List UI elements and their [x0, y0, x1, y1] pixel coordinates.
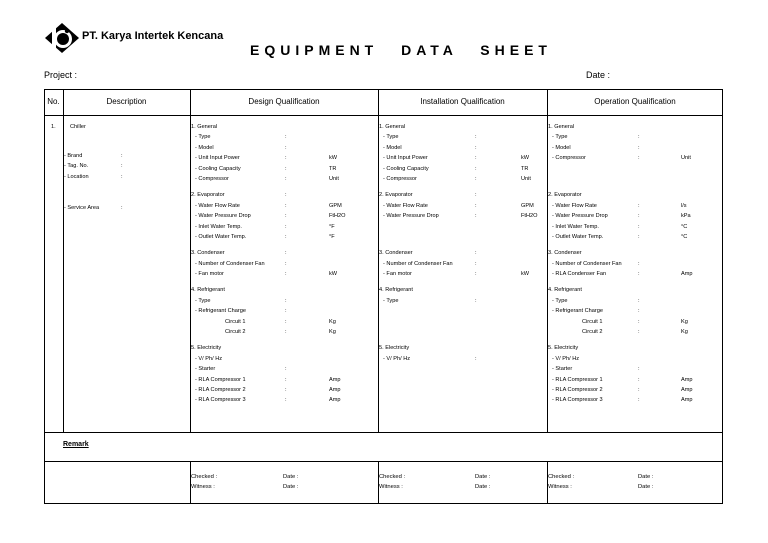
spec-colon: :: [638, 223, 640, 230]
spec-label: - Starter: [195, 366, 216, 373]
spec-unit: Amp: [681, 271, 693, 278]
spec-colon: :: [285, 308, 287, 315]
spec-label: Circuit 2: [582, 329, 603, 336]
remark-divider-bottom: [44, 461, 723, 462]
spec-row: [191, 134, 371, 144]
spec-unit: kPa: [681, 213, 691, 220]
spec-unit: GPM: [521, 202, 534, 209]
spec-row: [548, 298, 718, 308]
spec-colon: :: [638, 213, 640, 220]
spec-colon: :: [475, 260, 477, 267]
spec-colon: :: [475, 144, 477, 151]
spec-label: 1. General: [191, 124, 218, 130]
spec-colon: :: [285, 271, 287, 278]
spec-colon: :: [285, 144, 287, 151]
spec-label: - Compressor: [383, 175, 417, 182]
project-label: Project :: [44, 70, 78, 80]
section-heading: [548, 287, 718, 297]
spec-row: [548, 387, 718, 397]
operation-qualification-list: [548, 124, 718, 408]
section-heading: [191, 192, 371, 202]
spec-label: - Type: [383, 297, 399, 304]
spec-colon: :: [475, 134, 477, 141]
section-heading: [379, 287, 539, 297]
spec-row: [548, 377, 718, 387]
col-divider-no: [63, 89, 64, 432]
spec-label: - Refrigerant Charge: [195, 308, 246, 315]
spec-row: [191, 298, 371, 308]
spec-label: - Fan motor: [195, 271, 224, 278]
spec-unit: TR: [329, 165, 337, 172]
col-header-description: Description: [106, 97, 147, 106]
spec-row: [379, 203, 539, 213]
spec-label: - Water Flow Rate: [383, 202, 428, 209]
spec-colon: :: [638, 260, 640, 267]
installation-qualification-list: [379, 124, 539, 366]
spec-unit: Kg: [681, 318, 688, 325]
spec-colon: :: [638, 318, 640, 325]
spec-row: [548, 356, 718, 366]
spec-row: [191, 176, 371, 186]
field-service-area: - Service Area :: [64, 205, 123, 211]
spec-label: - Type: [552, 297, 568, 304]
section-heading: [379, 124, 539, 134]
spec-unit: kW: [329, 271, 338, 278]
spec-colon: :: [638, 144, 640, 151]
spec-colon: :: [285, 318, 287, 325]
spec-unit: Amp: [329, 386, 341, 393]
spec-unit: Kg: [329, 329, 336, 336]
spec-unit: Amp: [329, 376, 341, 383]
spec-row: [379, 224, 539, 234]
spec-colon: :: [285, 250, 287, 257]
spec-row: [548, 224, 718, 234]
design-qualification-list: [191, 124, 371, 408]
spec-colon: :: [638, 233, 640, 240]
spec-colon: :: [475, 213, 477, 220]
spec-label: - Water Pressure Drop: [195, 213, 251, 220]
spec-colon: :: [475, 297, 477, 304]
spec-row: [379, 213, 539, 223]
spec-row: [548, 203, 718, 213]
spec-label: 2. Evaporator: [191, 192, 225, 199]
spec-label: - Inlet Water Temp.: [195, 223, 242, 230]
remark-divider-top: [44, 432, 723, 433]
document-title: EQUIPMENT DATA SHEET: [250, 42, 552, 58]
spec-row: [191, 271, 371, 281]
spec-colon: :: [638, 308, 640, 315]
spec-row: [191, 366, 371, 376]
spec-row: [191, 213, 371, 223]
spec-unit: Kg: [329, 318, 336, 325]
spec-row: [379, 261, 539, 271]
spec-row: [548, 234, 718, 244]
spec-colon: :: [638, 202, 640, 209]
spec-label: - Water Pressure Drop: [383, 213, 439, 220]
spec-label: 3. Condenser: [191, 250, 225, 257]
spec-row: [379, 145, 539, 155]
spec-label: 1. General: [379, 124, 406, 130]
spec-colon: :: [638, 155, 640, 162]
spec-label: - V/ Ph/ Hz: [552, 355, 580, 362]
spec-label: - Cooling Capacity: [195, 165, 241, 172]
section-heading: [191, 250, 371, 260]
spec-row: [548, 329, 718, 339]
section-heading: [191, 345, 371, 355]
spec-unit: Unit: [681, 155, 691, 162]
spec-colon: :: [475, 271, 477, 278]
spec-label: - Number of Condenser Fan: [383, 260, 453, 267]
spec-unit: °C: [681, 233, 688, 240]
spec-row: [548, 271, 718, 281]
spec-row: [191, 387, 371, 397]
spec-colon: :: [285, 376, 287, 383]
spec-label: - RLA Compressor 2: [195, 386, 246, 393]
spec-unit: Kg: [681, 329, 688, 336]
spec-colon: :: [475, 250, 477, 257]
spec-label: - Unit Input Power: [383, 155, 428, 162]
spec-colon: :: [285, 297, 287, 304]
spec-row: [191, 308, 371, 318]
spec-row: [548, 397, 718, 407]
spec-label: Circuit 1: [225, 318, 246, 325]
installation-signature: Checked : Date : Witness : Date :: [379, 474, 491, 490]
spec-label: Circuit 2: [225, 329, 246, 336]
spec-row: [191, 155, 371, 165]
spec-label: - Type: [552, 134, 568, 141]
col-header-operation: Operation Qualification: [594, 97, 676, 106]
spec-label: - Water Pressure Drop: [552, 213, 608, 220]
spec-colon: :: [285, 366, 287, 373]
spec-row: [379, 329, 539, 339]
spec-colon: :: [475, 355, 477, 362]
spec-label: 3. Condenser: [548, 250, 582, 257]
section-heading: [548, 250, 718, 260]
spec-label: - Compressor: [552, 155, 586, 162]
spec-colon: :: [285, 386, 287, 393]
spec-row: [191, 356, 371, 366]
spec-unit: Amp: [681, 397, 693, 404]
spec-colon: :: [638, 271, 640, 278]
spec-colon: :: [475, 155, 477, 162]
spec-colon: :: [285, 213, 287, 220]
spec-colon: :: [285, 175, 287, 182]
spec-unit: kW: [521, 271, 530, 278]
spec-label: - RLA Compressor 1: [552, 376, 603, 383]
spec-label: - V/ Ph/ Hz: [383, 355, 411, 362]
spec-row: [548, 166, 718, 176]
section-heading: [379, 345, 539, 355]
spec-unit: kW: [521, 155, 530, 162]
date-label: Date :: [586, 70, 611, 80]
spec-label: - RLA Compressor 3: [552, 397, 603, 404]
spec-colon: :: [638, 366, 640, 373]
spec-row: [379, 319, 539, 329]
spec-label: - Starter: [552, 366, 573, 373]
spec-row: [191, 261, 371, 271]
field-brand: - Brand :: [64, 153, 123, 159]
spec-row: [548, 145, 718, 155]
spec-label: - Model: [383, 144, 402, 151]
spec-colon: :: [475, 202, 477, 209]
spec-row: [191, 166, 371, 176]
spec-unit: Amp: [329, 397, 341, 404]
spec-label: 2. Evaporator: [548, 192, 582, 199]
spec-label: - Water Flow Rate: [552, 202, 597, 209]
spec-label: 1. General: [548, 124, 575, 130]
spec-label: - Unit Input Power: [195, 155, 240, 162]
spec-row: [548, 134, 718, 144]
spec-label: - Water Flow Rate: [195, 202, 240, 209]
spec-unit: l/s: [681, 202, 687, 209]
design-signature: Checked : Date : Witness : Date :: [191, 474, 299, 490]
spec-label: - Type: [195, 134, 211, 141]
spec-label: - Model: [195, 144, 214, 151]
spec-row: [379, 155, 539, 165]
spec-label: - Model: [552, 144, 571, 151]
spec-colon: :: [475, 165, 477, 172]
col-header-no: No.: [47, 97, 60, 106]
spec-row: [548, 366, 718, 376]
spec-unit: Unit: [329, 175, 339, 182]
spec-colon: :: [285, 134, 287, 141]
spec-row: [548, 213, 718, 223]
spec-row: [379, 134, 539, 144]
spec-unit: Amp: [681, 376, 693, 383]
spec-label: 5. Electricity: [548, 345, 579, 352]
spec-row: [379, 166, 539, 176]
spec-unit: °F: [329, 233, 335, 240]
spec-row: [191, 145, 371, 155]
spec-row: [379, 234, 539, 244]
spec-label: 4. Refrigerant: [379, 287, 413, 294]
spec-row: [548, 319, 718, 329]
item-name: Chiller: [70, 124, 86, 130]
spec-colon: :: [285, 329, 287, 336]
spec-unit: TR: [521, 165, 529, 172]
section-heading: [379, 250, 539, 260]
spec-colon: :: [285, 223, 287, 230]
spec-label: - Cooling Capacity: [383, 165, 429, 172]
spec-colon: :: [475, 192, 477, 199]
spec-unit: kW: [329, 155, 338, 162]
spec-label: - Inlet Water Temp.: [552, 223, 599, 230]
spec-label: - RLA Compressor 3: [195, 397, 246, 404]
spec-colon: :: [638, 376, 640, 383]
spec-label: - Fan motor: [383, 271, 412, 278]
spec-colon: :: [285, 165, 287, 172]
header-divider: [44, 115, 723, 116]
section-heading: [548, 124, 718, 134]
spec-colon: :: [285, 192, 287, 199]
section-heading: [191, 124, 371, 134]
spec-unit: Amp: [681, 386, 693, 393]
spec-row: [548, 155, 718, 165]
spec-row: [379, 298, 539, 308]
spec-unit: °C: [681, 223, 688, 230]
operation-signature: Checked : Date : Witness : Date :: [548, 474, 654, 490]
spec-label: 2. Evaporator: [379, 192, 413, 199]
item-number: 1.: [51, 124, 56, 130]
spec-colon: :: [285, 397, 287, 404]
spec-label: - Compressor: [195, 175, 229, 182]
spec-row: [191, 224, 371, 234]
section-heading: [191, 287, 371, 297]
spec-unit: FtH2O: [329, 213, 346, 220]
section-heading: [379, 192, 539, 202]
spec-label: 5. Electricity: [379, 345, 410, 352]
spec-label: - Type: [195, 297, 211, 304]
spec-colon: :: [285, 260, 287, 267]
spec-colon: :: [638, 386, 640, 393]
spec-unit: GPM: [329, 202, 342, 209]
spec-colon: :: [638, 397, 640, 404]
spec-label: 3. Condenser: [379, 250, 413, 257]
spec-colon: :: [285, 202, 287, 209]
company-name: PT. Karya Intertek Kencana: [82, 30, 224, 42]
spec-row: [548, 308, 718, 318]
spec-label: 5. Electricity: [191, 345, 222, 352]
spec-row: [379, 356, 539, 366]
spec-row: [379, 308, 539, 318]
spec-unit: °F: [329, 223, 335, 230]
spec-label: - Number of Condenser Fan: [552, 260, 622, 267]
spec-label: Circuit 1: [582, 318, 603, 325]
spec-label: 4. Refrigerant: [548, 287, 582, 294]
section-heading: [548, 192, 718, 202]
col-header-installation: Installation Qualification: [420, 97, 505, 106]
item-fields: [64, 153, 184, 184]
spec-row: [548, 261, 718, 271]
field-tag-no: - Tag. No. :: [64, 163, 123, 170]
spec-unit: FtH2O: [521, 213, 538, 220]
spec-colon: :: [475, 175, 477, 182]
spec-label: - RLA Compressor 2: [552, 386, 603, 393]
spec-label: - V/ Ph/ Hz: [195, 355, 223, 362]
spec-label: - Outlet Water Temp.: [552, 233, 604, 240]
spec-label: - Refrigerant Charge: [552, 308, 603, 315]
spec-row: [191, 234, 371, 244]
col-header-design: Design Qualification: [248, 97, 320, 106]
spec-unit: Unit: [521, 175, 531, 182]
spec-label: - RLA Condenser Fan: [552, 271, 607, 278]
spec-label: - Outlet Water Temp.: [195, 233, 247, 240]
spec-label: - RLA Compressor 1: [195, 376, 246, 383]
spec-row: [191, 319, 371, 329]
spec-row: [379, 271, 539, 281]
section-heading: [548, 345, 718, 355]
spec-colon: :: [285, 233, 287, 240]
spec-row: [191, 329, 371, 339]
spec-row: [191, 377, 371, 387]
spec-colon: :: [638, 297, 640, 304]
spec-row: [548, 176, 718, 186]
spec-label: 4. Refrigerant: [191, 287, 225, 294]
field-location: - Location :: [64, 173, 123, 180]
spec-colon: :: [285, 155, 287, 162]
spec-colon: :: [638, 329, 640, 336]
remark-label: Remark: [63, 441, 89, 448]
spec-row: [191, 203, 371, 213]
spec-label: - Type: [383, 134, 399, 141]
company-logo: [44, 22, 80, 54]
spec-colon: :: [638, 134, 640, 141]
spec-row: [191, 397, 371, 407]
spec-label: - Number of Condenser Fan: [195, 260, 265, 267]
spec-row: [379, 176, 539, 186]
